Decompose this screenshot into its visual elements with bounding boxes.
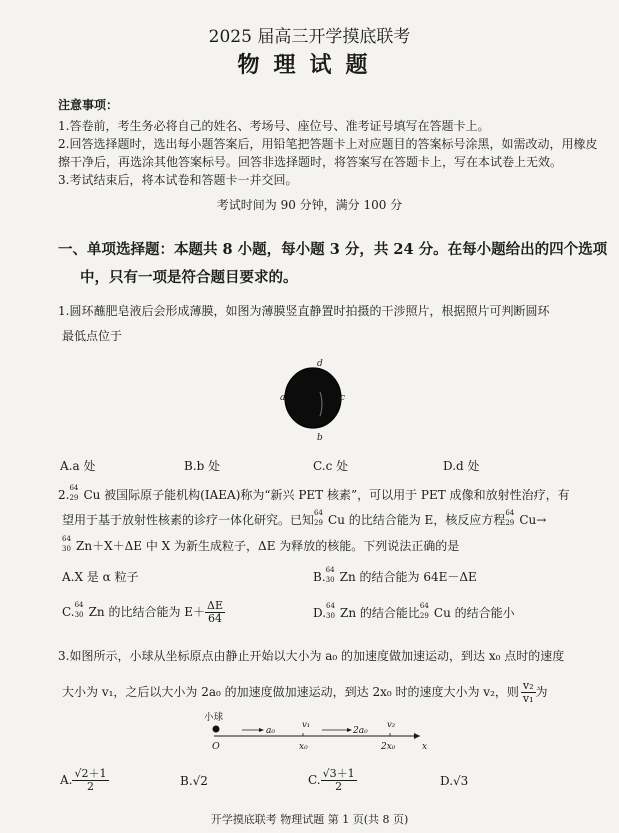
- q2-line-3: 64 30 Zn＋X＋ΔE 中 X 为新生成粒子，ΔE 为释放的核能。下列说法正确的是: [62, 535, 460, 553]
- q3-option-c: C. $\frac{√3+1}{2}$: [308, 767, 355, 793]
- notice-item-2: 2.回答选择题时，选出每小题答案后，用铅笔把答题卡上对应题目的答案标号涂黑，如需改动，用橡皮: [58, 137, 598, 151]
- x0-label: x₀: [299, 742, 308, 752]
- q1-figure: [280, 352, 346, 442]
- notice-item-3: 3.考试结束后，将本试卷和答题卡一并交回。: [58, 173, 298, 187]
- q2-option-d: D. 64 30 Zn 的结合能比 64 29 Cu 的结合能小: [313, 602, 515, 620]
- soap-film-ring: [285, 368, 341, 428]
- q2-option-c: C. 64 30 Zn 的比结合能为 E＋ $\frac{\Delta E}{64}$: [62, 599, 224, 625]
- q2-line-1: 2. 64 29 Cu 被国际原子能机构(IAEA)称为“新兴 PET 核素”，可以用于 PET 成像和放射性治疗，有: [58, 484, 570, 502]
- q1-option-a: A.a 处: [60, 459, 96, 473]
- cu-nuclide: 64 29: [69, 484, 79, 502]
- label-c: c: [340, 393, 346, 403]
- notice-item-2-cont: 擦干净后，再选涂其他答案标号。回答非选择题时，将答案写在答题卡上，写在本试卷上无效。: [58, 155, 563, 169]
- label-b: b: [317, 433, 323, 442]
- q3-option-d: D.√3: [440, 774, 469, 788]
- q3-figure: [200, 708, 440, 758]
- q1-option-c: C.c 处: [313, 459, 349, 473]
- q1-option-b: B.b 处: [184, 459, 221, 473]
- q2-option-b: B. 64 30 Zn 的结合能为 64E－ΔE: [313, 566, 477, 584]
- q1-option-d: D.d 处: [443, 459, 480, 473]
- origin-label: O: [212, 741, 220, 752]
- x-axis-label: x: [422, 742, 428, 752]
- q1-text-cont: 最低点位于: [62, 329, 123, 343]
- q3-line-1: 3.如图所示，小球从坐标原点由静止开始以大小为 a₀ 的加速度做加速运动，到达 x₀ 点时的速度: [58, 649, 565, 663]
- v1-label: v₁: [302, 720, 311, 730]
- v2-label: v₂: [387, 720, 396, 730]
- label-d: d: [317, 359, 323, 369]
- ball-label: 小球: [204, 712, 224, 723]
- section-heading-cont: 中，只有一项是符合题目要求的。: [80, 269, 298, 286]
- q3-option-a: A. $\frac{√2+1}{2}$: [60, 767, 107, 793]
- q1-text: 1.圆环蘸肥皂液后会形成薄膜，如图为薄膜竖直静置时拍摄的干涉照片，根据照片可判断圆环: [58, 304, 550, 318]
- exam-time-info: 考试时间为 90 分钟，满分 100 分: [216, 198, 403, 212]
- notice-heading: 注意事项：: [58, 98, 119, 112]
- q3-option-b: B.√2: [180, 774, 208, 788]
- exam-title: 2025 届高三开学摸底联考: [208, 27, 411, 47]
- a0-label: a₀: [266, 726, 275, 736]
- q2-option-a: A.X 是 α 粒子: [62, 570, 139, 584]
- subject-title: 物理试题: [237, 52, 382, 78]
- ball: [213, 726, 220, 733]
- x-axis-arrow: [414, 733, 420, 739]
- notice-item-1: 1.答卷前，考生务必将自己的姓名、考场号、座位号、准考证号填写在答题卡上。: [58, 119, 490, 133]
- page-footer: 开学摸底联考 物理试题 第 1 页(共 8 页): [210, 813, 409, 826]
- 2x0-label: 2x₀: [381, 742, 396, 752]
- 2a0-label: 2a₀: [353, 726, 368, 736]
- label-a: a: [280, 393, 286, 403]
- q2-line-2: 望用于基于放射性核素的诊疗一体化研究。已知 64 29 Cu 的比结合能为 E，核反应方程 64 29 Cu→: [62, 509, 547, 527]
- q3-line-2: 大小为 v₁，之后以大小为 2a₀ 的加速度做加速运动，到达 2x₀ 时的速度大小为 v₂，则 $\frac{\text{v₂}}{\text{v₁}}$ 为: [62, 679, 548, 705]
- section-heading: 一、单项选择题：本题共 8 小题，每小题 3 分，共 24 分。在每小题给出的四个选项: [58, 241, 608, 258]
